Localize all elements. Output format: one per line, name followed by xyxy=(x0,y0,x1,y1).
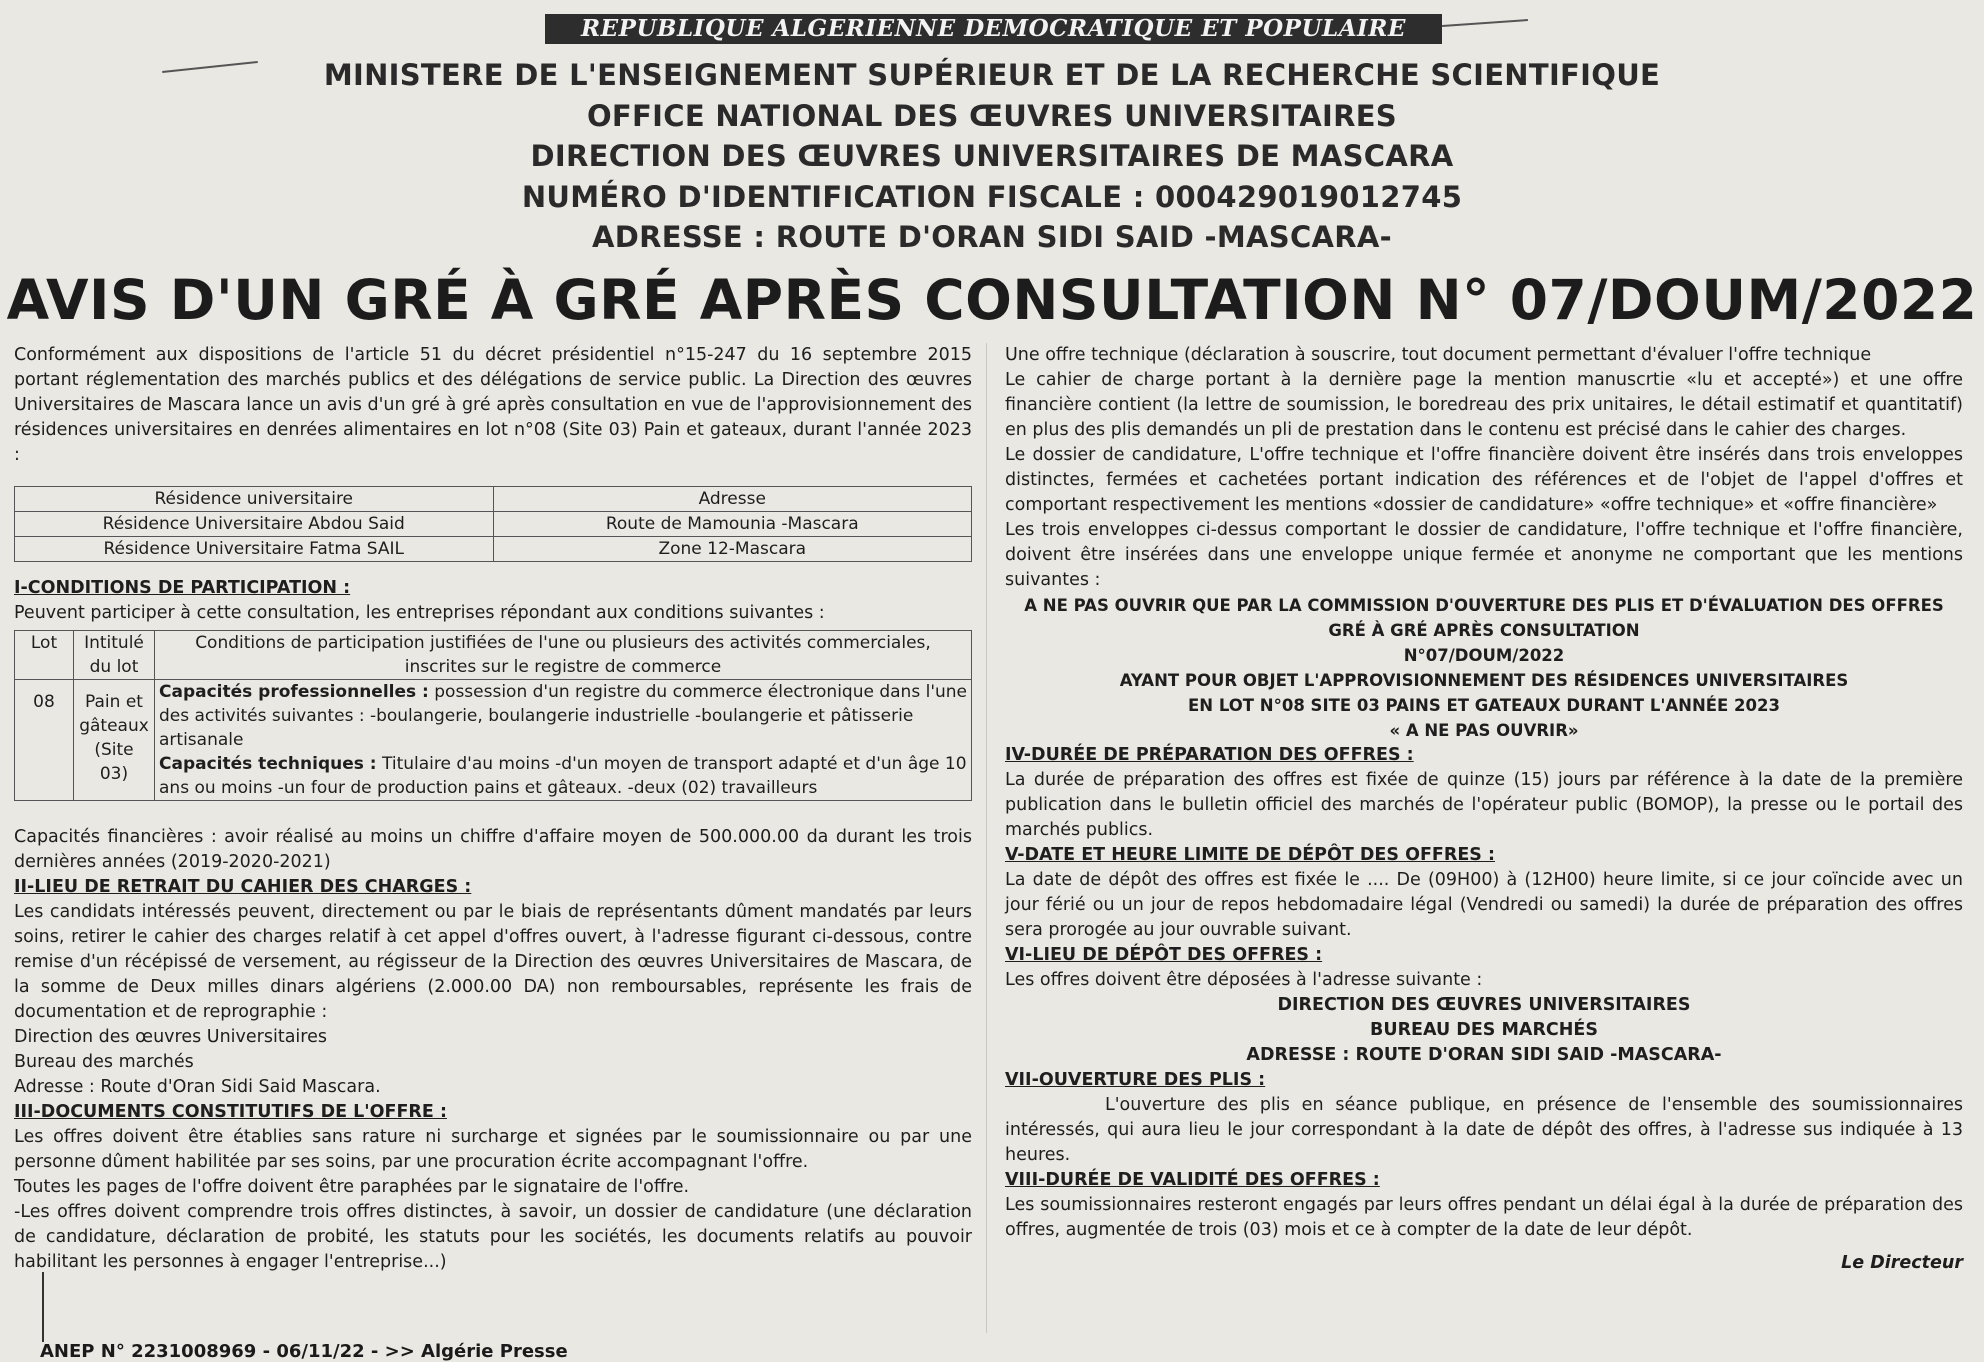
office-line: OFFICE NATIONAL DES ŒUVRES UNIVERSITAIRES xyxy=(586,99,1397,133)
tax-id-line: NUMÉRO D'IDENTIFICATION FISCALE : 000429019012745 xyxy=(521,180,1463,214)
residence-header: Résidence universitaire xyxy=(15,487,494,512)
envelope-mention-2: GRÉ À GRÉ APRÈS CONSULTATION xyxy=(1328,621,1640,640)
right-p4: Les trois enveloppes ci-dessus comportant le dossier de candidature, l'offre technique et l'offre financière, doivent être insérées dans une enveloppe unique fermée et anonyme ne comportant que les mentions suivantes : xyxy=(1005,520,1963,590)
deposit-address-2: BUREAU DES MARCHÉS xyxy=(1370,1020,1598,1040)
section-2-title: II-LIEU DE RETRAIT DU CAHIER DES CHARGES : xyxy=(14,877,472,897)
section-4-title: IV-DURÉE DE PRÉPARATION DES OFFRES : xyxy=(1005,745,1414,765)
envelope-mention-3: N°07/DOUM/2022 xyxy=(1403,646,1565,665)
cap-tech-text: Titulaire d'au moins -d'un moyen de transport adapté et d'un âge 10 ans ou moins -un four de production pains et gâteaux. -deux (02) travailleurs xyxy=(159,754,967,798)
ministry-line: MINISTERE DE L'ENSEIGNEMENT SUPÉRIEUR ET DE LA RECHERCHE SCIENTIFIQUE xyxy=(323,58,1661,92)
direction-line: DIRECTION DES ŒUVRES UNIVERSITAIRES DE MASCARA xyxy=(530,139,1454,173)
lot-number: 08 xyxy=(15,680,74,801)
financial-capacity: Capacités financières : avoir réalisé au moins un chiffre d'affaire moyen de 500.000.00 da durant les trois dernières années (2019-2020-2021) xyxy=(14,827,972,872)
right-p2: Le cahier de charge portant à la dernière page la mention manuscrtie «lu et accepté») et une offre financière contient (la lettre de soumission, le boredreau des prix unitaires, le détail estimatif et quantitatif) en plus des plis demandés un pli de prestation dans le contenu est précisé dans le cahier des charges. xyxy=(1005,370,1963,440)
signature: Le Directeur xyxy=(1841,1253,1963,1273)
notice-title: AVIS D'UN GRÉ À GRÉ APRÈS CONSULTATION N° 07/DOUM/2022 xyxy=(6,268,1978,332)
table-row xyxy=(15,680,972,801)
envelope-mention-6: « A NE PAS OUVRIR» xyxy=(1389,721,1579,740)
intro-paragraph: Conformément aux dispositions de l'article 51 du décret présidentiel n°15-247 du 16 septembre 2015 portant réglementation des marchés publics et des délégations de service public. La Direction des œuvres Universitaires de Mascara lance un avis d'un gré à gré après consultation en vue de l'approvisionnement des résidences universitaires en denrées alimentaires en lot n°08 (Site 03) Pain et gateaux, durant l'année 2023 : xyxy=(14,345,972,465)
section-7-text: L'ouverture des plis en séance publique, en présence de l'ensemble des soumissionnaires intéressés, qui aura lieu le jour correspondant à la date de dépôt des offres, à l'adresse sus indiquée à 13 heures. xyxy=(1005,1095,1963,1165)
section-6-text: Les offres doivent être déposées à l'adresse suivante : xyxy=(1005,970,1483,990)
anep-footer: ANEP N° 2231008969 - 06/11/22 - >> Algérie Presse xyxy=(40,1341,568,1362)
table-row xyxy=(15,487,972,512)
table-row xyxy=(15,537,972,562)
lot-header: Lot xyxy=(15,631,74,680)
table-row xyxy=(15,512,972,537)
republic-banner: REPUBLIQUE ALGERIENNE DEMOCRATIQUE ET POPULAIRE xyxy=(545,14,1442,44)
section-3-p1: Les offres doivent être établies sans rature ni surcharge et signées par le soumissionnaire ou par une personne dûment habilitée par ses soins, par une procuration écrite accompagnant l'offre. xyxy=(14,1127,972,1172)
section-1-title: I-CONDITIONS DE PARTICIPATION : xyxy=(14,578,351,598)
section-7-title: VII-OUVERTURE DES PLIS : xyxy=(1005,1070,1266,1090)
address-cell: Route de Mamounia -Mascara xyxy=(493,512,972,537)
conditions-header: Conditions de participation justifiées de l'une ou plusieurs des activités commerciales, inscrites sur le registre de commerce xyxy=(155,631,972,680)
section-8-text: Les soumissionnaires resteront engagés par leurs offres pendant un délai égal à la durée de préparation des offres, augmentée de trois (03) mois et ce à compter de la date de leur dépôt. xyxy=(1005,1195,1963,1240)
section-8-title: VIII-DURÉE DE VALIDITÉ DES OFFRES : xyxy=(1005,1170,1380,1190)
section-5-title: V-DATE ET HEURE LIMITE DE DÉPÔT DES OFFRES : xyxy=(1005,845,1495,865)
lot-table xyxy=(14,630,972,801)
section-3-p3: -Les offres doivent comprendre trois offres distinctes, à savoir, un dossier de candidature (une déclaration de candidature, déclaration de probité, les statuts pour les sociétés, les documents relatifs au pouvoir habilitant les personnes à engager l'entreprise...) xyxy=(14,1202,972,1272)
address-cell: Zone 12-Mascara xyxy=(493,537,972,562)
left-column xyxy=(14,343,972,1275)
section-3-p2: Toutes les pages de l'offre doivent être paraphées par le signataire de l'offre. xyxy=(14,1177,690,1197)
right-column xyxy=(1005,343,1963,1276)
section-5-text: La date de dépôt des offres est fixée le .... De (09H00) à (12H00) heure limite, si ce jour coïncide avec un jour férié ou un jour de repos hebdomadaire légal (Vendredi ou samedi) la durée de préparation des offres sera prorogée au jour ouvrable suivant. xyxy=(1005,870,1963,940)
intitule-header: Intitulé du lot xyxy=(74,631,155,680)
section-6-title: VI-LIEU DE DÉPÔT DES OFFRES : xyxy=(1005,945,1323,965)
right-p3: Le dossier de candidature, L'offre technique et l'offre financière doivent être insérés dans trois enveloppes distinctes, fermées et cachetées portant indication des références et de l'objet de l'appel d'offres et comportant respectivement les mentions «dossier de candidature» «offre technique» et «offre financière» xyxy=(1005,445,1963,515)
cap-tech-label: Capacités techniques : xyxy=(159,754,377,774)
pen-mark xyxy=(42,1272,44,1342)
residence-cell: Résidence Universitaire Abdou Said xyxy=(15,512,494,537)
section-3-title: III-DOCUMENTS CONSTITUTIFS DE L'OFFRE : xyxy=(14,1102,447,1122)
section-2-address-3: Adresse : Route d'Oran Sidi Said Mascara. xyxy=(14,1077,381,1097)
residence-table xyxy=(14,486,972,562)
cap-pro-text: possession d'un registre du commerce électronique dans l'une des activités suivantes : -boulangerie, boulangerie industrielle -boulangerie et pâtisserie artisanale xyxy=(159,682,967,750)
deposit-address-3: ADRESSE : ROUTE D'ORAN SIDI SAID -MASCARA- xyxy=(1246,1045,1722,1065)
column-divider xyxy=(986,343,987,1333)
table-row xyxy=(15,631,972,680)
section-2-address-1: Direction des œuvres Universitaires xyxy=(14,1027,327,1047)
section-2-text: Les candidats intéressés peuvent, directement ou par le biais de représentants dûment mandatés par leurs soins, retirer le cahier des charges relatif à cet appel d'offres ouvert, à l'adresse figurant ci-dessous, contre remise d'un récépissé de versement, au régisseur de la Direction des œuvres Universitaires de Mascara, de la somme de Deux milles dinars algériens (2.000.00 DA) non remboursables, représente les frais de documentation et de reprographie : xyxy=(14,902,972,1022)
residence-cell: Résidence Universitaire Fatma SAIL xyxy=(15,537,494,562)
cap-pro-label: Capacités professionnelles : xyxy=(159,682,429,702)
envelope-mention-1: A NE PAS OUVRIR QUE PAR LA COMMISSION D'OUVERTURE DES PLIS ET D'ÉVALUATION DES OFFRES xyxy=(1024,596,1944,615)
right-p1: Une offre technique (déclaration à souscrire, tout document permettant d'évaluer l'offre technique xyxy=(1005,345,1872,365)
address-line: ADRESSE : ROUTE D'ORAN SIDI SAID -MASCARA- xyxy=(592,220,1392,254)
section-1-text: Peuvent participer à cette consultation, les entreprises répondant aux conditions suivantes : xyxy=(14,603,825,623)
address-header: Adresse xyxy=(493,487,972,512)
lot-title: Pain et gâteaux (Site 03) xyxy=(74,680,155,801)
banner-pen-line-right xyxy=(1442,19,1528,27)
section-4-text: La durée de préparation des offres est fixée de quinze (15) jours par référence à la date de la première publication dans le bulletin officiel des marchés de l'opérateur public (BOMOP), la presse ou le portail des marchés publics. xyxy=(1005,770,1963,840)
deposit-address-1: DIRECTION DES ŒUVRES UNIVERSITAIRES xyxy=(1277,995,1691,1015)
lot-conditions xyxy=(155,680,972,801)
envelope-mention-5: EN LOT N°08 SITE 03 PAINS ET GATEAUX DURANT L'ANNÉE 2023 xyxy=(1188,696,1780,715)
envelope-mention-4: AYANT POUR OBJET L'APPROVISIONNEMENT DES RÉSIDENCES UNIVERSITAIRES xyxy=(1119,671,1849,690)
section-2-address-2: Bureau des marchés xyxy=(14,1052,194,1072)
